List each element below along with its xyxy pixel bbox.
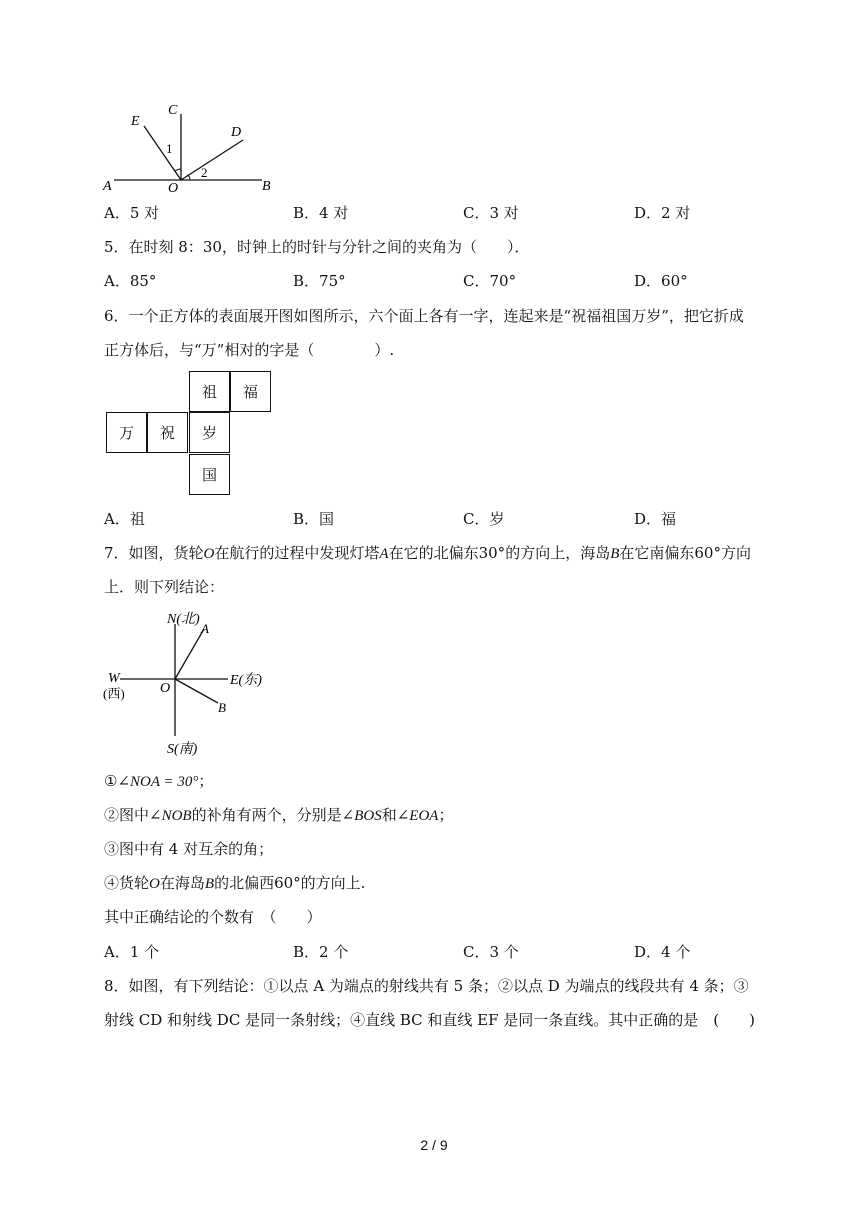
- angle-arc-1: [175, 169, 181, 171]
- s2-m1: ∠NOB: [149, 808, 192, 824]
- q6-option-a[interactable]: A．祖: [104, 510, 145, 528]
- net-cell-zhu: 祝: [147, 412, 188, 453]
- q7-stem-f: 方向: [720, 544, 751, 562]
- q7-option-c[interactable]: C．3 个: [463, 943, 519, 961]
- label-1: 1: [166, 141, 173, 156]
- q8-line1: 8．如图，有下列结论：①以点 A 为端点的射线共有 5 条；②以点 D 为端点的线段共有 4 条；③: [104, 977, 749, 995]
- label-c: C: [168, 103, 178, 118]
- q5-option-d[interactable]: D．60°: [634, 272, 688, 290]
- s4-c: 的北偏西: [214, 874, 275, 892]
- s2-m2: ∠BOS: [341, 808, 382, 824]
- ray-oe: [144, 126, 181, 180]
- s4-m1: O: [149, 876, 160, 892]
- q7-statement-3: ③图中有 4 对互余的角；: [104, 840, 274, 858]
- q7-stem-b: 在航行的过程中发现灯塔: [214, 544, 380, 562]
- net-cell-wan: 万: [106, 412, 147, 453]
- s4-d: 的方向上.: [300, 874, 366, 892]
- q7-stem-line1: [104, 543, 751, 564]
- s2-a: 图中: [119, 806, 150, 824]
- q6-option-d[interactable]: D．福: [634, 510, 677, 528]
- q7-stem-d: 的方向上，海岛: [505, 544, 611, 562]
- label-xi: (西): [103, 686, 125, 701]
- q7-o: O: [203, 546, 215, 562]
- q5-stem: 5．在时刻 8：30，时钟上的时针与分针之间的夹角为（ ）．: [104, 238, 530, 256]
- q6-option-c[interactable]: C．岁: [463, 510, 505, 528]
- label-a-compass: A: [201, 621, 209, 636]
- s2-d: ；: [438, 806, 454, 824]
- s4-num: ④: [104, 874, 120, 892]
- q7-stem-a: 7．如图，货轮: [104, 544, 204, 562]
- q7-stem-c: 在它的北偏东: [388, 544, 479, 562]
- q6-option-b[interactable]: B．国: [293, 510, 335, 528]
- q7-b: B: [610, 546, 620, 562]
- ray-ob: [175, 679, 218, 703]
- s2-m3: ∠EOA: [396, 808, 439, 824]
- q7-deg60: 60°: [694, 544, 721, 562]
- q7-ask: 其中正确结论的个数有 （ ）: [104, 908, 322, 926]
- q7-statement-2: [104, 805, 453, 826]
- q7-stem-e: 在它南偏东: [619, 544, 695, 562]
- q5-option-c[interactable]: C．70°: [463, 272, 517, 290]
- net-cell-guo: 国: [189, 454, 230, 495]
- s4-m3: 60°: [274, 874, 301, 892]
- label-e-compass: E(东): [230, 673, 262, 688]
- q7-statement-1: [104, 771, 213, 792]
- label-o: O: [168, 181, 179, 196]
- q6-stem-line1: 6．一个正方体的表面展开图如图所示，六个面上各有一字，连起来是“祝福祖国万岁”，把它折成: [104, 307, 744, 325]
- q7-option-d[interactable]: D．4 个: [634, 943, 691, 961]
- q7-deg30: 30°: [478, 544, 506, 562]
- s1-num: ①: [104, 772, 118, 790]
- angle-figure: [100, 98, 290, 198]
- net-cell-sui: 岁: [189, 412, 230, 453]
- label-b-compass: B: [218, 700, 226, 715]
- s4-a: 货轮: [119, 874, 150, 892]
- page-number: 2 / 9: [420, 1137, 448, 1153]
- label-s: S(南): [167, 742, 198, 757]
- net-cell-fu: 福: [230, 371, 271, 412]
- s4-b: 在海岛: [159, 874, 205, 892]
- q4-option-a[interactable]: A．5 对: [104, 204, 160, 222]
- s2-c: 和: [381, 806, 397, 824]
- label-b: B: [262, 179, 271, 194]
- q6-stem-line2: 正方体后，与“万”相对的字是（ ）.: [104, 341, 395, 359]
- s4-m2: B: [204, 876, 215, 892]
- s1-math: ∠NOA = 30°: [117, 774, 199, 790]
- label-e: E: [131, 114, 140, 129]
- q7-statement-4: [104, 873, 365, 894]
- q7-stem-line2: 上．则下列结论：: [104, 578, 225, 596]
- label-w: W: [108, 671, 120, 686]
- ray-oa: [175, 629, 204, 679]
- compass-figure: [100, 606, 290, 761]
- label-a: A: [103, 179, 112, 194]
- q7-option-b[interactable]: B．2 个: [293, 943, 349, 961]
- s2-b: 的补角有两个，分别是: [191, 806, 342, 824]
- q4-option-b[interactable]: B．4 对: [293, 204, 349, 222]
- q8-line2: 射线 CD 和射线 DC 是同一条射线；④直线 BC 和直线 EF 是同一条直线。其中正确的是 ( ): [104, 1011, 755, 1029]
- ray-od: [181, 140, 243, 180]
- label-o-compass: O: [160, 681, 171, 696]
- q5-option-a[interactable]: A．85°: [104, 272, 157, 290]
- s1-tail: ；: [198, 772, 214, 790]
- q5-option-b[interactable]: B．75°: [293, 272, 346, 290]
- net-cell-zu: 祖: [189, 371, 230, 412]
- label-2: 2: [201, 165, 208, 180]
- label-d: D: [231, 125, 242, 140]
- s2-num: ②: [104, 806, 120, 824]
- q7-option-a[interactable]: A．1 个: [104, 943, 160, 961]
- label-n: N(北): [167, 612, 200, 627]
- q4-option-c[interactable]: C．3 对: [463, 204, 519, 222]
- q4-option-d[interactable]: D．2 对: [634, 204, 691, 222]
- q7-a: A: [379, 546, 389, 562]
